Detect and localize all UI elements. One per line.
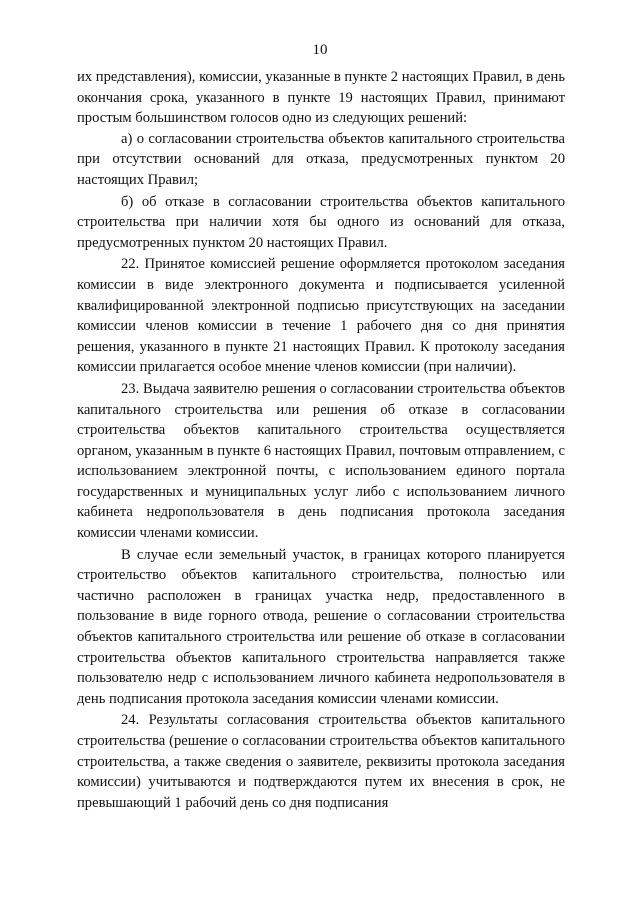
paragraph-option-b: б) об отказе в согласовании строительства объектов капитального строительства при наличии хотя бы одного из оснований для отказа, предусмотренных пунктом 20 настоящих Правил. xyxy=(77,193,565,251)
paragraph-continuation: их представления), комиссии, указанные в пункте 2 настоящих Правил, в день окончания срока, указанного в пункте 19 настоящих Правил, принимают простым большинством голосов одно из следующих решений: xyxy=(77,69,565,127)
paragraph-item-23: 23. Выдача заявителю решения о согласовании строительства объектов капитального строительства или решения об отказе в согласовании строительства объектов капитального строительства осуществляется органом, указанным в пункте 6 настоящих Правил, почтовым отправлением, с использованием электронной почты, с использованием единого портала государственных и муниципальных услуг либо с использованием личного кабинета недропользователя в день подписания протокола заседания комиссии членами комиссии. xyxy=(77,380,565,542)
document-body xyxy=(77,67,565,813)
paragraph-item-22: 22. Принятое комиссией решение оформляется протоколом заседания комиссии в виде электронного документа и подписывается усиленной квалифицированной электронной подписью присутствующих на заседании комиссии членов комиссии в течение 1 рабочего дня со дня принятия решения, указанного в пункте 21 настоящих Правил. К протоколу заседания комиссии прилагается особое мнение членов комиссии (при наличии). xyxy=(77,256,565,376)
paragraph-item-24: 24. Результаты согласования строительства объектов капитального строительства (решение о согласовании строительства объектов капитального строительства, а также сведения о заявителе, реквизиты протокола заседания комиссии) учитываются и подтверждаются путем их внесения в срок, не превышающий 1 рабочий день со дня подписания xyxy=(77,712,565,811)
paragraph-option-a: а) о согласовании строительства объектов капитального строительства при отсутствии оснований для отказа, предусмотренных пунктом 20 настоящих Правил; xyxy=(77,130,565,188)
page-number: 10 xyxy=(312,42,328,58)
paragraph-item-23-case: В случае если земельный участок, в границах которого планируется строительство объектов капитального строительства, полностью или частично расположен в границах участка недр, предоставленного в пользование в виде горного отвода, решение о согласовании строительства объектов капитального строительства или решение об отказе в согласовании строительства объектов капитального строительства направляется также пользователю недр с использованием личного кабинета недропользователя в день подписания протокола заседания комиссии членами комиссии. xyxy=(77,546,565,707)
